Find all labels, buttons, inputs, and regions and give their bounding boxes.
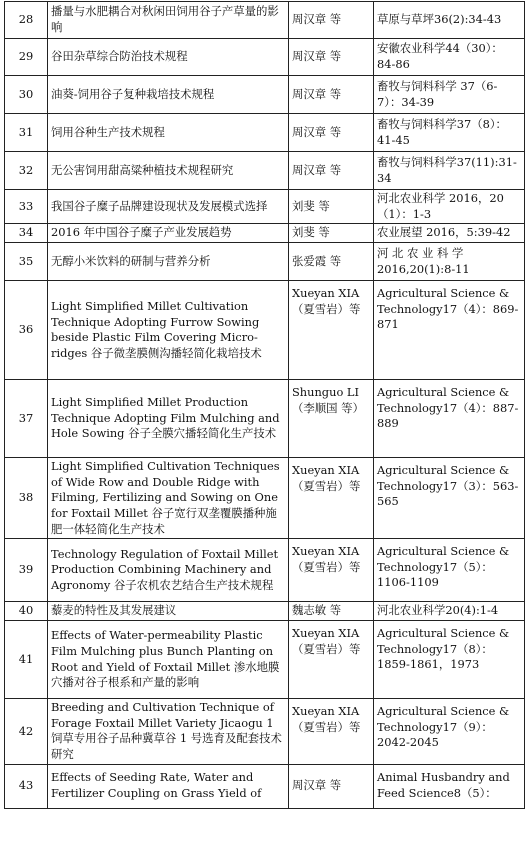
ref-source: 河 北 农 业 科 学 2016,20(1):8-11	[374, 243, 525, 281]
ref-title: Technology Regulation of Foxtail Millet Production Combining Machinery and Agronomy 谷子农机农艺结合生产技术规程	[48, 539, 289, 602]
ref-number: 41	[5, 621, 48, 699]
ref-source: Agricultural Science & Technology17（8）：1859-1861，1973	[374, 621, 525, 699]
ref-authors: Xueyan XIA（夏雪岩）等	[289, 539, 374, 602]
table-row	[5, 380, 525, 458]
ref-source: Agricultural Science & Technology17（9）：2042-2045	[374, 699, 525, 764]
ref-number: 38	[5, 458, 48, 539]
ref-authors: 周汉章 等	[289, 39, 374, 76]
ref-authors: 周汉章 等	[289, 76, 374, 114]
reference-table	[4, 1, 525, 809]
ref-number: 35	[5, 243, 48, 281]
ref-number: 31	[5, 114, 48, 152]
ref-authors: 周汉章 等	[289, 114, 374, 152]
ref-source: Animal Husbandry and Feed Science8（5）：	[374, 764, 525, 808]
ref-source: Agricultural Science & Technology17（3）：563-565	[374, 458, 525, 539]
ref-authors: 周汉章 等	[289, 764, 374, 808]
ref-source: 农业展望 2016，5:39-42	[374, 224, 525, 243]
ref-authors: Xueyan XIA（夏雪岩）等	[289, 621, 374, 699]
ref-title: 藜麦的特性及其发展建议	[48, 602, 289, 621]
ref-source: 河北农业科学20(4):1-4	[374, 602, 525, 621]
ref-title: 播量与水肥耦合对秋闲田饲用谷子产草量的影响	[48, 2, 289, 39]
table-row	[5, 76, 525, 114]
ref-number: 34	[5, 224, 48, 243]
ref-source: Agricultural Science & Technology17（4）：869-871	[374, 281, 525, 380]
ref-source: 畜牧与饲料科学37（8）：41-45	[374, 114, 525, 152]
ref-title: 我国谷子糜子品牌建设现状及发展模式选择	[48, 190, 289, 224]
table-row	[5, 539, 525, 602]
reference-table-body	[5, 2, 525, 809]
ref-number: 32	[5, 152, 48, 190]
table-row	[5, 699, 525, 764]
ref-title: 油葵-饲用谷子复种栽培技术规程	[48, 76, 289, 114]
table-row	[5, 602, 525, 621]
ref-title: Breeding and Cultivation Technique of Forage Foxtail Millet Variety Jicaogu 1 饲草专用谷子品种冀草谷 1 号选育及配套技术研究	[48, 699, 289, 764]
ref-authors: 周汉章 等	[289, 152, 374, 190]
table-row	[5, 152, 525, 190]
ref-number: 36	[5, 281, 48, 380]
table-row	[5, 2, 525, 39]
table-row	[5, 39, 525, 76]
ref-source: 畜牧与饲料科学 37（6-7）：34-39	[374, 76, 525, 114]
table-row	[5, 621, 525, 699]
ref-authors: Shunguo LI（李顺国 等）	[289, 380, 374, 458]
ref-source: 畜牧与饲料科学37(11):31-34	[374, 152, 525, 190]
table-row	[5, 243, 525, 281]
ref-number: 37	[5, 380, 48, 458]
ref-number: 42	[5, 699, 48, 764]
ref-source: 草原与草坪36(2):34-43	[374, 2, 525, 39]
ref-authors: Xueyan XIA（夏雪岩）等	[289, 458, 374, 539]
ref-title: 无醇小米饮料的研制与营养分析	[48, 243, 289, 281]
ref-source: Agricultural Science & Technology17（5）：1106-1109	[374, 539, 525, 602]
ref-title: Effects of Water-permeability Plastic Film Mulching plus Bunch Planting on Root and Yield of Foxtail Millet 渗水地膜穴播对谷子根系和产量的影响	[48, 621, 289, 699]
ref-title: Effects of Seeding Rate, Water and Fertilizer Coupling on Grass Yield of	[48, 764, 289, 808]
table-row	[5, 190, 525, 224]
ref-authors: 周汉章 等	[289, 2, 374, 39]
ref-number: 29	[5, 39, 48, 76]
ref-title: Light Simplified Cultivation Techniques of Wide Row and Double Ridge with Filming, Fertilizing and Sowing on One for Foxtail Millet 谷子宽行双垄覆膜播种施肥一体轻简化生产技术	[48, 458, 289, 539]
table-row	[5, 458, 525, 539]
ref-authors: Xueyan XIA（夏雪岩）等	[289, 699, 374, 764]
ref-authors: 魏志敏 等	[289, 602, 374, 621]
ref-number: 43	[5, 764, 48, 808]
ref-authors: 张爱霞 等	[289, 243, 374, 281]
ref-number: 30	[5, 76, 48, 114]
ref-title: 谷田杂草综合防治技术规程	[48, 39, 289, 76]
ref-source: 安徽农业科学44（30）：84-86	[374, 39, 525, 76]
ref-title: Light Simplified Millet Cultivation Technique Adopting Furrow Sowing beside Plastic Film Covering Micro-ridges 谷子微垄膜侧沟播轻简化栽培技术	[48, 281, 289, 380]
ref-title: Light Simplified Millet Production Technique Adopting Film Mulching and Hole Sowing 谷子全膜穴播轻简化生产技术	[48, 380, 289, 458]
ref-number: 28	[5, 2, 48, 39]
ref-title: 饲用谷种生产技术规程	[48, 114, 289, 152]
ref-authors: Xueyan XIA（夏雪岩）等	[289, 281, 374, 380]
ref-title: 2016 年中国谷子糜子产业发展趋势	[48, 224, 289, 243]
ref-authors: 刘斐 等	[289, 224, 374, 243]
ref-title: 无公害饲用甜高粱种植技术规程研究	[48, 152, 289, 190]
ref-number: 40	[5, 602, 48, 621]
ref-number: 33	[5, 190, 48, 224]
table-row	[5, 114, 525, 152]
ref-source: Agricultural Science & Technology17（4）：887-889	[374, 380, 525, 458]
ref-source: 河北农业科学 2016，20（1）：1-3	[374, 190, 525, 224]
table-row	[5, 224, 525, 243]
table-row	[5, 764, 525, 808]
ref-number: 39	[5, 539, 48, 602]
table-row	[5, 281, 525, 380]
ref-authors: 刘斐 等	[289, 190, 374, 224]
